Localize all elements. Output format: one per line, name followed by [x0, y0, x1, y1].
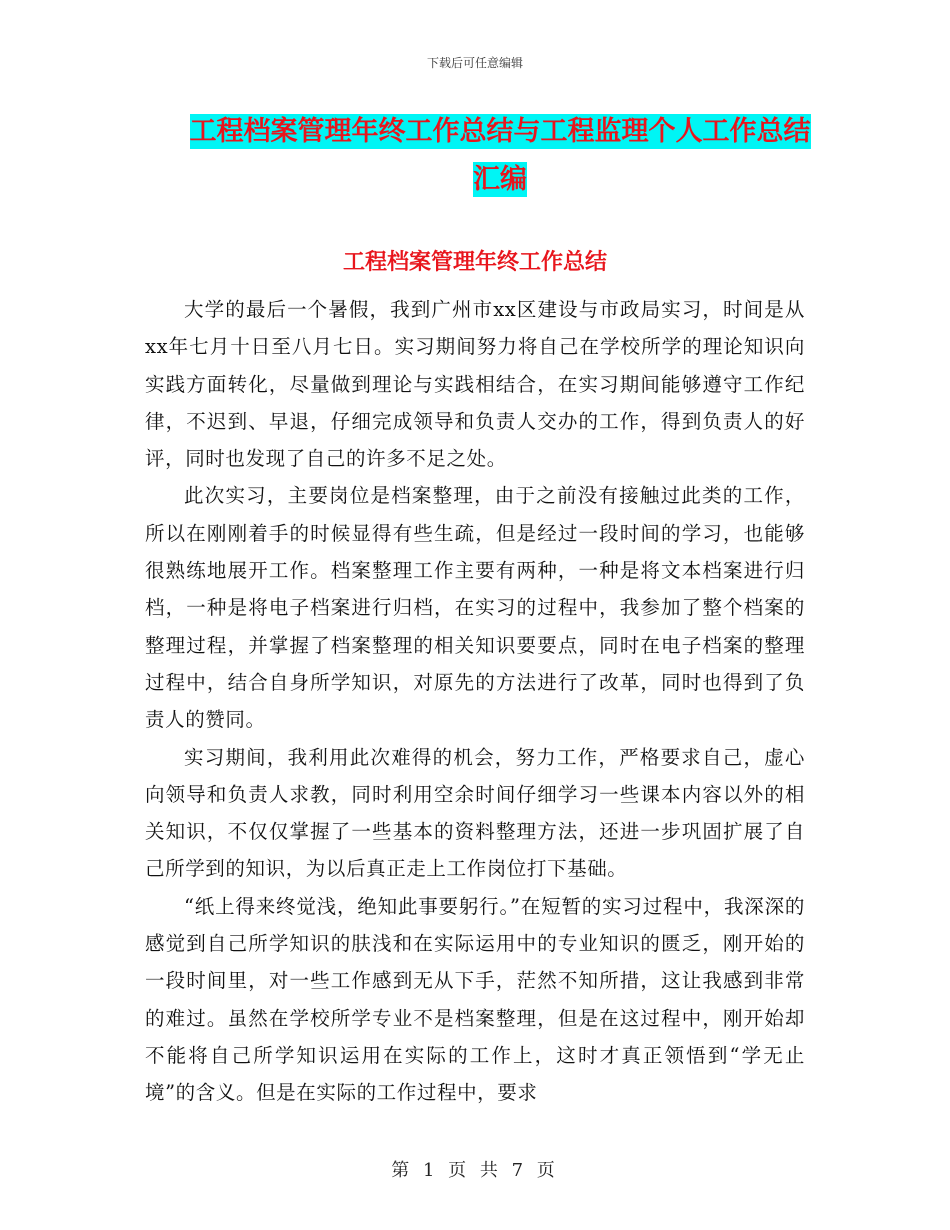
paragraph: 实习期间，我利用此次难得的机会，努力工作，严格要求自己，虚心向领导和负责人求教，同时利用空余时间仔细学习一些课本内容以外的相关知识，不仅仅掌握了一些基本的资料整理方法，还进一步巩固扩展了自己所学到的知识，为以后真正走上工作岗位打下基础。 — [145, 745, 805, 881]
document-title — [150, 108, 850, 204]
paragraph: “纸上得来终觉浅，绝知此事要躬行。”在短暂的实习过程中，我深深的感觉到自己所学知识的肤浅和在实际运用中的专业知识的匮乏，刚开始的一段时间里，对一些工作感到无从下手，茫然不知所措，这让我感到非常的难过。虽然在学校所学专业不是档案整理，但是在这过程中，刚开始却不能将自己所学知识运用在实际的工作上，这时才真正领悟到“学无止境”的含义。但是在实际的工作过程中，要求 — [145, 894, 805, 1105]
page-number: 第 1 页 共 7 页 — [391, 1160, 559, 1181]
document-body — [145, 291, 805, 1112]
title-line-1: 工程档案管理年终工作总结与工程监理个人工作总结 — [189, 116, 811, 147]
paragraph: 大学的最后一个暑假，我到广州市xx区建设与市政局实习，时间是从xx年七月十日至八月七日。实习期间努力将自己在学校所学的理论知识向实践方面转化，尽量做到理论与实践相结合，在实习期间能够遵守工作纪律，不迟到、早退，仔细完成领导和负责人交办的工作，得到负责人的好评，同时也发现了自己的许多不足之处。 — [145, 298, 805, 471]
header-note: 下载后可任意编辑 — [426, 56, 523, 70]
paragraph: 此次实习，主要岗位是档案整理，由于之前没有接触过此类的工作，所以在刚刚着手的时候显得有些生疏，但是经过一段时间的学习，也能够很熟练地展开工作。档案整理工作主要有两种，一种是将文本档案进行归档，一种是将电子档案进行归档，在实习的过程中，我参加了整个档案的整理过程，并掌握了档案整理的相关知识要要点，同时在电子档案的整理过程中，结合自身所学知识，对原先的方法进行了改革，同时也得到了负责人的赞同。 — [145, 484, 805, 732]
title-line-2: 汇编 — [473, 164, 527, 195]
section-title: 工程档案管理年终工作总结 — [342, 250, 607, 275]
